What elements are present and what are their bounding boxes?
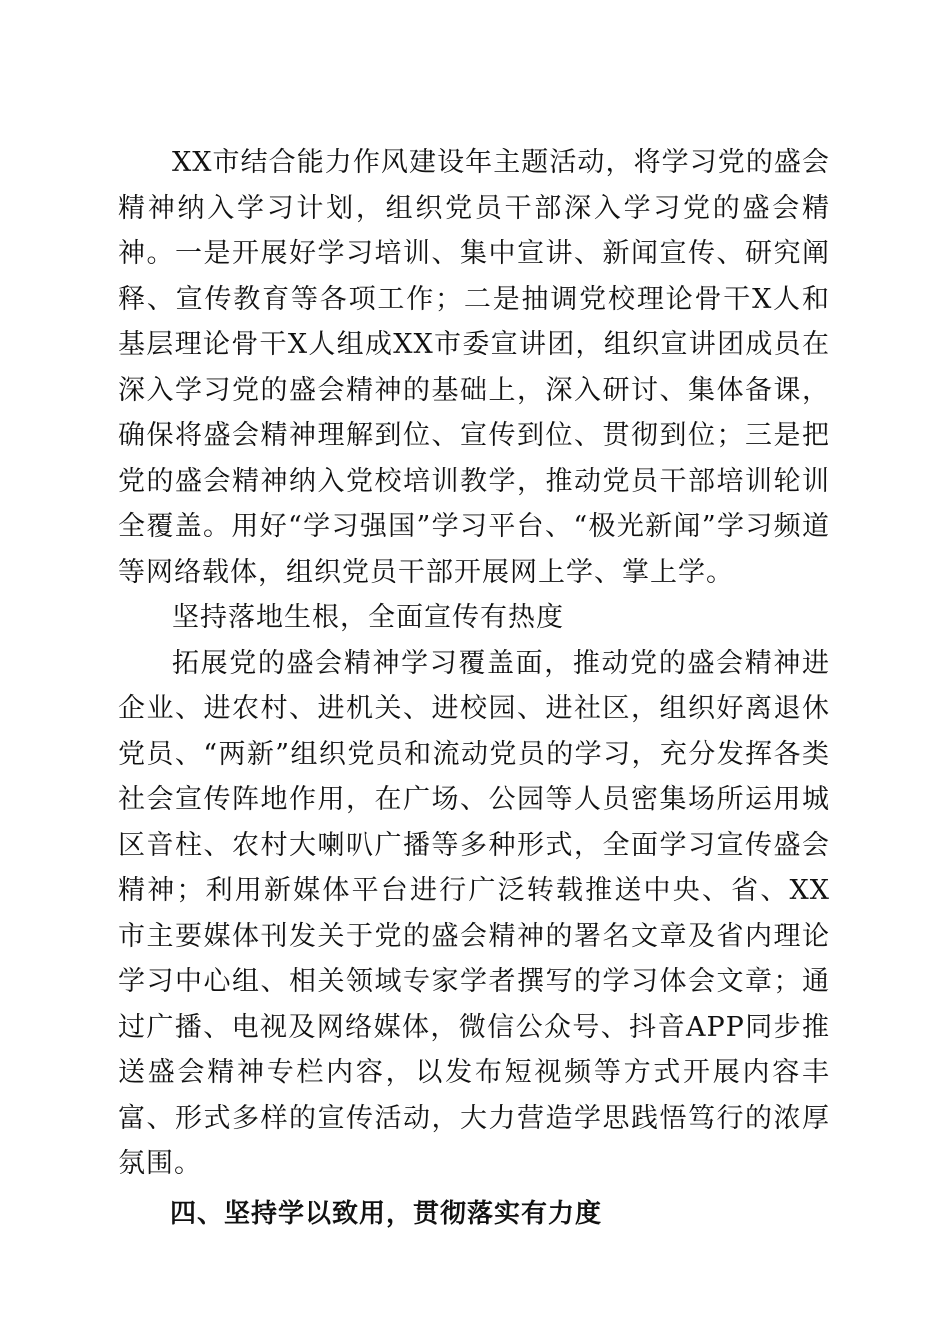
body-paragraph-1: XX市结合能力作风建设年主题活动，将学习党的盛会精神纳入学习计划，组织党员干部深入学习党的盛会精神。一是开展好学习培训、集中宣讲、新闻宣传、研究阐释、宣传教育等各项工作；二是抽调党校理论骨干X人和基层理论骨干X人组成XX市委宣讲团，组织宣讲团成员在深入学习党的盛会精神的基础上，深入研讨、集体备课，确保将盛会精神理解到位、宣传到位、贯彻到位；三是把党的盛会精神纳入党校培训教学，推动党员干部培训轮训全覆盖。用好“学习强国”学习平台、“极光新闻”学习频道等网络载体，组织党员干部开展网上学、掌上学。 — [118, 147, 830, 588]
subheading-grounding: 坚持落地生根，全面宣传有热度 — [172, 602, 564, 633]
document-body — [118, 140, 830, 1237]
section-heading-four: 四、坚持学以致用，贯彻落实有力度 — [170, 1198, 603, 1229]
body-paragraph-2: 拓展党的盛会精神学习覆盖面，推动党的盛会精神进企业、进农村、进机关、进校园、进社区，组织好离退休党员、“两新”组织党员和流动党员的学习，充分发挥各类社会宣传阵地作用，在广场、公园等人员密集场所运用城区音柱、农村大喇叭广播等多种形式，全面学习宣传盛会精神；利用新媒体平台进行广泛转载推送中央、省、XX市主要媒体刊发关于党的盛会精神的署名文章及省内理论学习中心组、相关领域专家学者撰写的学习体会文章；通过广播、电视及网络媒体，微信公众号、抖音APP同步推送盛会精神专栏内容，以发布短视频等方式开展内容丰富、形式多样的宣传活动，大力营造学思践悟笃行的浓厚氛围。 — [118, 647, 830, 1179]
